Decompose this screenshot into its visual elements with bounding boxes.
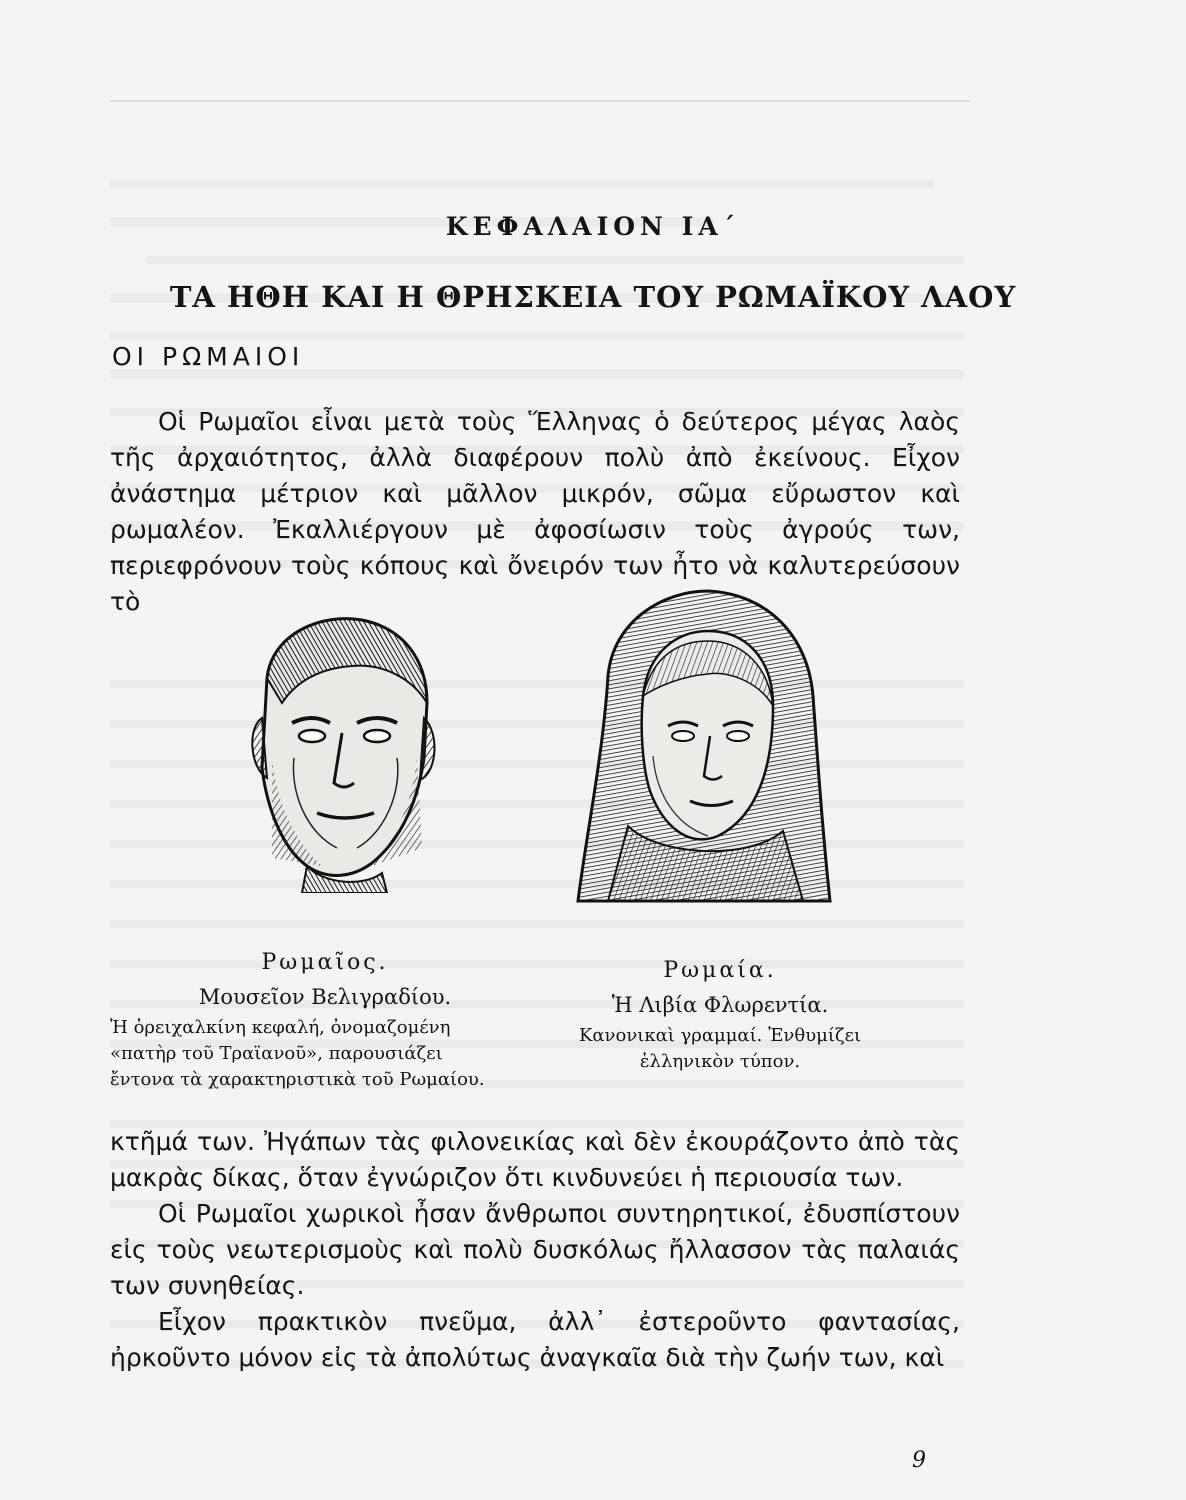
chapter-label: ΚΕΦΑΛΑΙΟΝ ΙΑ΄ xyxy=(445,212,741,241)
text-block-bottom xyxy=(110,1124,960,1376)
bust-engraving-female xyxy=(568,586,833,906)
page-number: 9 xyxy=(912,1448,926,1473)
section-heading: ΟΙ ΡΩΜΑΙΟΙ xyxy=(112,342,305,371)
paragraph: Οἱ Ρωμαῖοι εἶναι μετὰ τοὺς Ἕλληνας ὁ δεύτερος μέγας λαὸς τῆς ἀρχαιότητος, ἀλλὰ διαφέρουν πολὺ ἀπὸ ἐκείνους. Εἶχον ἀνάστημα μέτριον καὶ μᾶλλον μικρόν, σῶμα εὔρωστον καὶ ρωμαλέον. Ἐκαλλιέργουν μὲ ἀφοσίωσιν τοὺς ἀγρούς των, περιεφρόνουν τοὺς κόπους καὶ ὄνειρόν των ἦτο νὰ καλυτερεύσουν τὸ xyxy=(110,407,960,616)
paragraph: Εἶχον πρακτικὸν πνεῦμα, ἀλλ᾽ ἐστεροῦντο φαντασίας, ἠρκοῦντο μόνον εἰς τὰ ἀπολύτως ἀναγκαῖα διὰ τὴν ζωήν των, καὶ xyxy=(110,1307,960,1372)
caption-museum: Ἡ Λιβία Φλωρεντία. xyxy=(611,993,829,1017)
caption-roman-woman xyxy=(560,958,880,1075)
roman-woman-portrait xyxy=(568,586,833,906)
caption-museum: Μουσεῖον Βελιγραδίου. xyxy=(198,985,452,1009)
caption-title: Ρωμαία. xyxy=(663,958,777,983)
caption-description: Κανονικαὶ γραμμαί. Ἐνθυμίζει ἑλληνικὸν τύπον. xyxy=(578,1025,862,1072)
roman-man-portrait xyxy=(212,608,462,893)
caption-title: Ρωμαῖος. xyxy=(261,950,389,975)
bust-engraving-male xyxy=(212,608,462,893)
caption-description: Ἡ ὀρειχαλκίνη κεφαλή, ὀνομαζομένη «πατὴρ τοῦ Τραϊανοῦ», παρουσιάζει ἔντονα τὰ χαρακτηριστικὰ τοῦ Ρωμαίου. xyxy=(110,1017,485,1090)
chapter-title: ΤΑ ΗΘΗ ΚΑΙ Η ΘΡΗΣΚΕΙΑ ΤΟΥ ΡΩΜΑΪΚΟΥ ΛΑΟΥ xyxy=(169,280,1017,314)
caption-roman-man xyxy=(110,950,540,1093)
paragraph: κτῆμά των. Ἠγάπων τὰς φιλονεικίας καὶ δὲν ἐκουράζοντο ἀπὸ τὰς μακρὰς δίκας, ὅταν ἐγνώριζον ὅτι κινδυνεύει ἡ περιουσία των. xyxy=(110,1127,960,1192)
paragraph: Οἱ Ρωμαῖοι χωρικοὶ ἦσαν ἄνθρωποι συντηρητικοί, ἐδυσπίστουν εἰς τοὺς νεωτερισμοὺς καὶ πολὺ δυσκόλως ἤλλασσον τὰς παλαιάς των συνηθείας. xyxy=(110,1199,960,1300)
